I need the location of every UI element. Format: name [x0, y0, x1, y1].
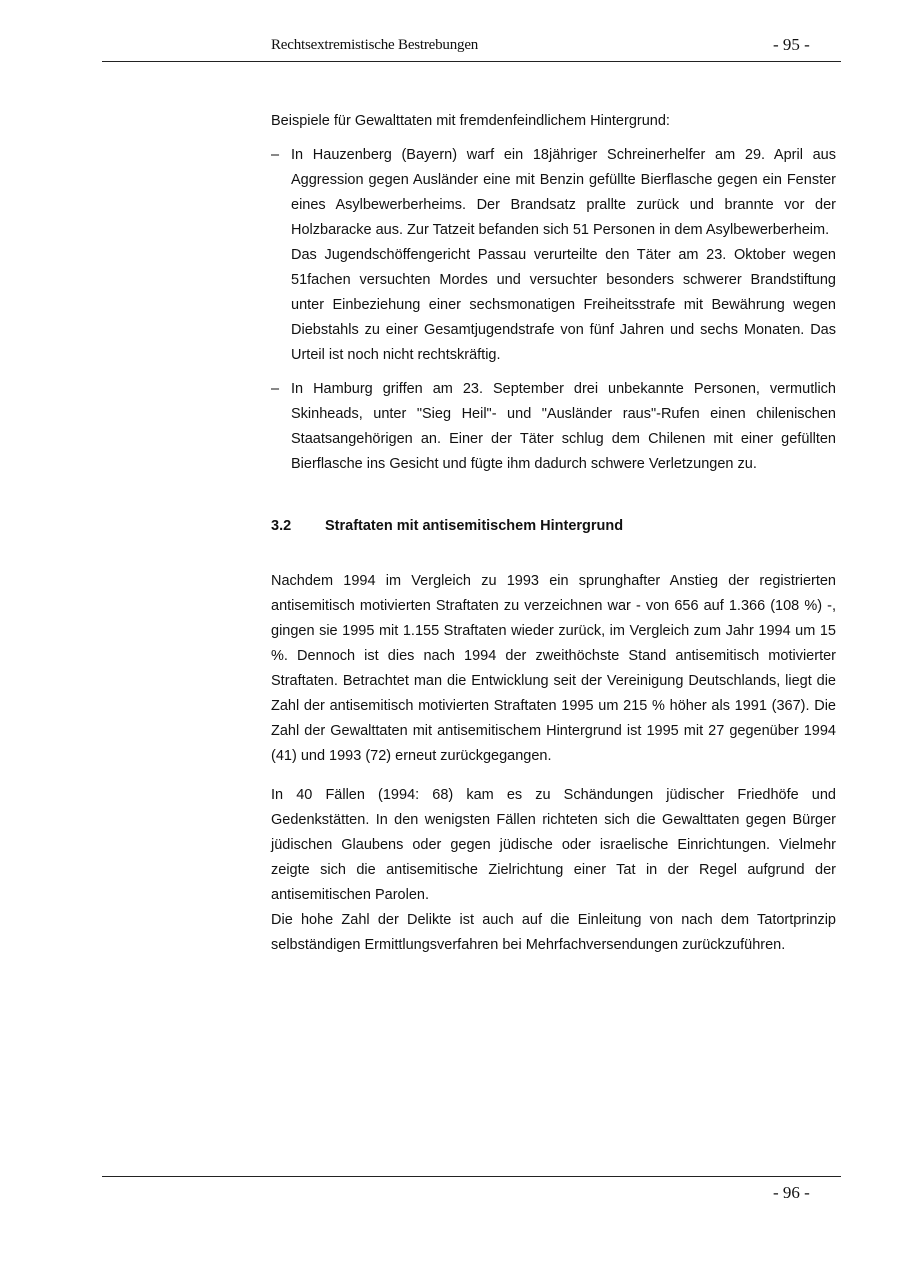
list-item-text: In Hamburg griffen am 23. September drei unbekannte Personen, vermutlich Skinheads, unter "Sieg Heil"- und "Ausländer raus"-Rufen einen chilenischen Staatsangehörigen an. Einer der Täter schlug dem Chilenen mit einer gefüllten Bierflasche ins Gesicht und fügte ihm dadurch schwere Verletzungen zu.	[291, 381, 836, 472]
section-title: Straftaten mit antisemitischem Hintergrund	[325, 518, 624, 534]
section-heading	[271, 514, 836, 539]
section-number: 3.2	[271, 518, 292, 534]
body-paragraph: Nachdem 1994 im Vergleich zu 1993 ein sprunghafter Anstieg der registrierten antisemitisch motivierten Straftaten zu verzeichnen war - von 656 auf 1.366 (108 %) -, gingen sie 1995 mit 1.155 Straftaten wieder zurück, im Vergleich zum Jahr 1994 um 15 %. Dennoch ist dies nach 1994 der zweithöchste Stand antisemitisch motivierter Straftaten. Betrachtet man die Entwicklung seit der Vereinigung Deutschlands, liegt die Zahl der antisemitisch motivierten Straftaten 1995 um 215 % höher als 1991 (367). Die Zahl der Gewalttaten mit antisemitischem Hintergrund ist 1995 mit 27 gegenüber 1994 (41) und 1993 (72) erneut zurückgegangen.	[271, 573, 836, 764]
dash-bullet: –	[271, 147, 280, 163]
running-header-title: Rechtsextremistische Bestrebungen	[271, 37, 479, 53]
list-item	[271, 377, 836, 477]
header-page-number: - 95 -	[773, 35, 810, 54]
header-rule	[102, 61, 841, 62]
body-paragraph: In 40 Fällen (1994: 68) kam es zu Schändungen jüdischer Friedhöfe und Gedenkstätten. In den wenigsten Fällen richteten sich die Gewalttaten gegen Bürger jüdischen Glaubens oder gegen jüdische oder israelische Einrichtungen. Vielmehr zeigte sich die antisemitische Zielrichtung einer Tat in der Regel aufgrund der antisemitischen Parolen.	[271, 787, 836, 903]
body-paragraph: Die hohe Zahl der Delikte ist auch auf die Einleitung von nach dem Tatortprinzip selbständigen Ermittlungsverfahren bei Mehrfachversendungen zurückzuführen.	[271, 912, 836, 953]
list-item	[271, 143, 836, 368]
dash-bullet: –	[271, 381, 280, 397]
list-item-text: Das Jugendschöffengericht Passau verurteilte den Täter am 23. Oktober wegen 51fachen versuchten Mordes und versuchter besonders schwerer Brandstiftung unter Einbeziehung einer sechsmonatigen Freiheitsstrafe mit Bewährung wegen Diebstahls zu einer Gesamtjugendstrafe von fünf Jahren und sechs Monaten. Das Urteil ist noch nicht rechtskräftig.	[291, 247, 836, 363]
footer-rule	[102, 1176, 841, 1177]
page-body	[271, 109, 836, 958]
footer-page-number: - 96 -	[773, 1183, 810, 1202]
list-item-text: In Hauzenberg (Bayern) warf ein 18jähriger Schreinerhelfer am 29. April aus Aggression gegen Ausländer eine mit Benzin gefüllte Bierflasche gegen ein Fenster eines Asylbewerberheims. Der Brandsatz prallte zurück und brannte vor der Holzbaracke aus. Zur Tatzeit befanden sich 51 Personen in dem Asylbewerberheim.	[291, 147, 836, 238]
intro-text: Beispiele für Gewalttaten mit fremdenfeindlichem Hintergrund:	[271, 113, 670, 129]
